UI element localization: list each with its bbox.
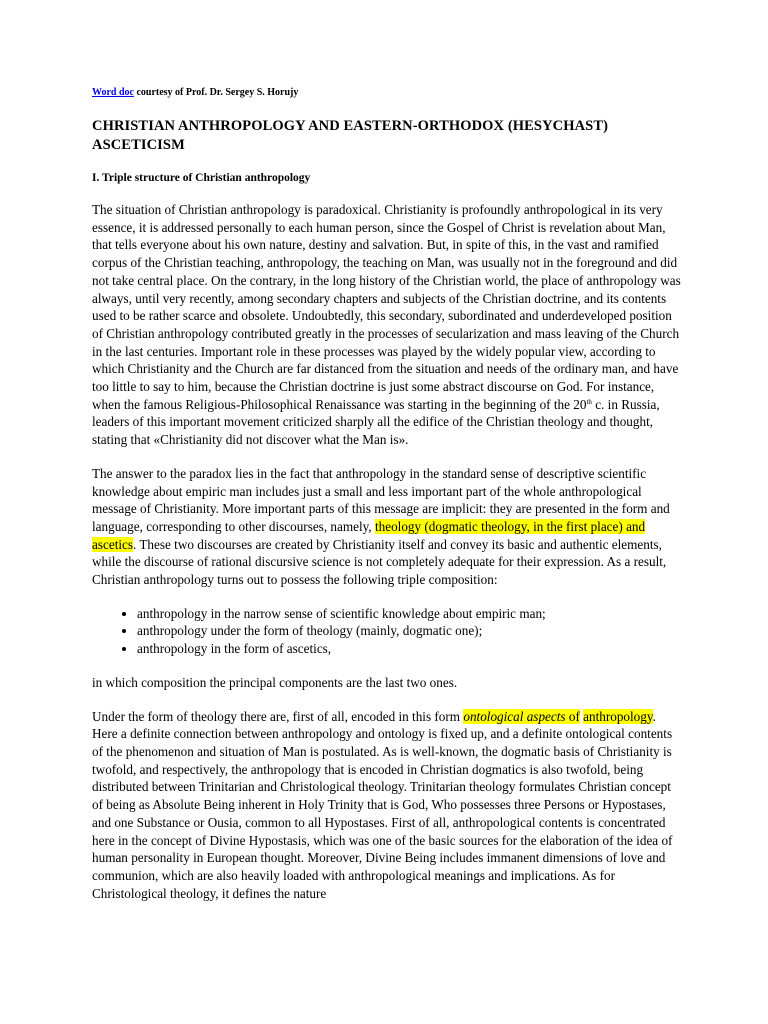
highlighted-text-theology: theology (dogmatic theology, in the first place) and ascetics [92,518,646,552]
highlighted-italic-text: ontological aspects [463,708,566,724]
list-item: • anthropology in the form of ascetics, [137,640,682,658]
credit-text: courtesy of Prof. Dr. Sergey S. Horujy [133,87,299,98]
paragraph-2-text-after: . These two discourses are created by Christianity itself and convey its basic and authentic elements, while the discourse of rational discursive science is not completely adequate for their expression. As a result, Christian anthropology turns out to possess the following triple composition: [92,536,667,588]
paragraph-2 [92,465,682,589]
paragraph-4-text-after: . Here a definite connection between anthropology and ontology is fixed up, and a definite ontological contents of the phenomenon and situation of Man is postulated. As is well-known, the dogmatic basis of Christianity is twofold, and respectively, the anthropology that is encoded in Christian dogmatics is also twofold, being distributed between Trinitarian and Christological theology. Trinitarian theology formulates Christian concept of being as Absolute Being inherent in Holy Trinity that is God, Who possesses three Persons or Hypostases, and one Substance or Ousia, common to all Hypostases. First of all, anthropological contents is concentrated here in the concept of Divine Hypostasis, which was one of the basic sources for the elaboration of the idea of human personality in European thought. Moreover, Divine Being includes immanent dimensions of love and communion, which are also heavily loaded with anthropological meanings and implications. As for Christological theology, it defines the nature [92,708,673,901]
superscript-th: th [586,397,592,406]
paragraph-3: in which composition the principal components are the last two ones. [92,674,458,690]
paragraph-4-text-before: Under the form of theology there are, first of all, encoded in this form [92,708,464,724]
highlighted-text-of: of [565,708,580,724]
section-heading: I. Triple structure of Christian anthropology [92,172,311,184]
list-item: • anthropology in the narrow sense of scientific knowledge about empiric man; [137,605,682,623]
composition-list [92,605,682,658]
paragraph-1-text: The situation of Christian anthropology is paradoxical. Christianity is profoundly anthropological in its very essence, it is addressed personally to each human person, since the Gospel of Christ is revelation about Man, that tells everyone about his own nature, destiny and salvation. But, in spite of this, in the vast and ramified corpus of the Christian teaching, anthropology, the teaching on Man, was usually not in the foreground and did not take central place. On the contrary, in the long history of the Christian world, the place of anthropology was always, until very recently, among secondary chapters and subjects of the Christian doctrine, and its contents used to be rather scarce and obsolete. Undoubtedly, this secondary, subordinated and underdeveloped position of Christian anthropology contributed greatly in the processes of secularization and mass leaving of the Church in the last centuries. Important role in these processes was played by the widely popular view, according to which Christianity and the Church are far distanced from the situation and needs of the ordinary man, and have too little to say to him, because the Christian doctrine is just some abstract discourse on God. For instance, when the famous Religious-Philosophical Renaissance was starting in the beginning of the 20 [92,202,681,412]
highlighted-text-ontological [463,709,580,724]
source-credit [92,87,682,99]
paragraph-4 [92,708,682,903]
word-doc-link[interactable]: Word doc [92,87,134,98]
list-item: • anthropology under the form of theology (mainly, dogmatic one); [137,622,682,640]
paragraph-1-tail: c. in Russia, leaders of this important movement criticized sharply all the edifice of the Christian theology and thought, stating that «Christianity did not discover what the Man is». [92,396,660,448]
highlighted-text-anthropology: anthropology [583,708,653,724]
document-content [92,87,682,902]
paragraph-2-text-before: The answer to the paradox lies in the fact that anthropology in the standard sense of descriptive scientific knowledge about empiric man includes just a small and less important part of the whole anthropological message of Christianity. More important parts of this message are implicit: they are presented in the form and language, corresponding to other discourses, namely, [92,465,670,534]
document-title: CHRISTIAN ANTHROPOLOGY AND EASTERN-ORTHODOX (HESYCHAST) ASCETICISM [92,118,609,153]
paragraph-1 [92,201,682,449]
